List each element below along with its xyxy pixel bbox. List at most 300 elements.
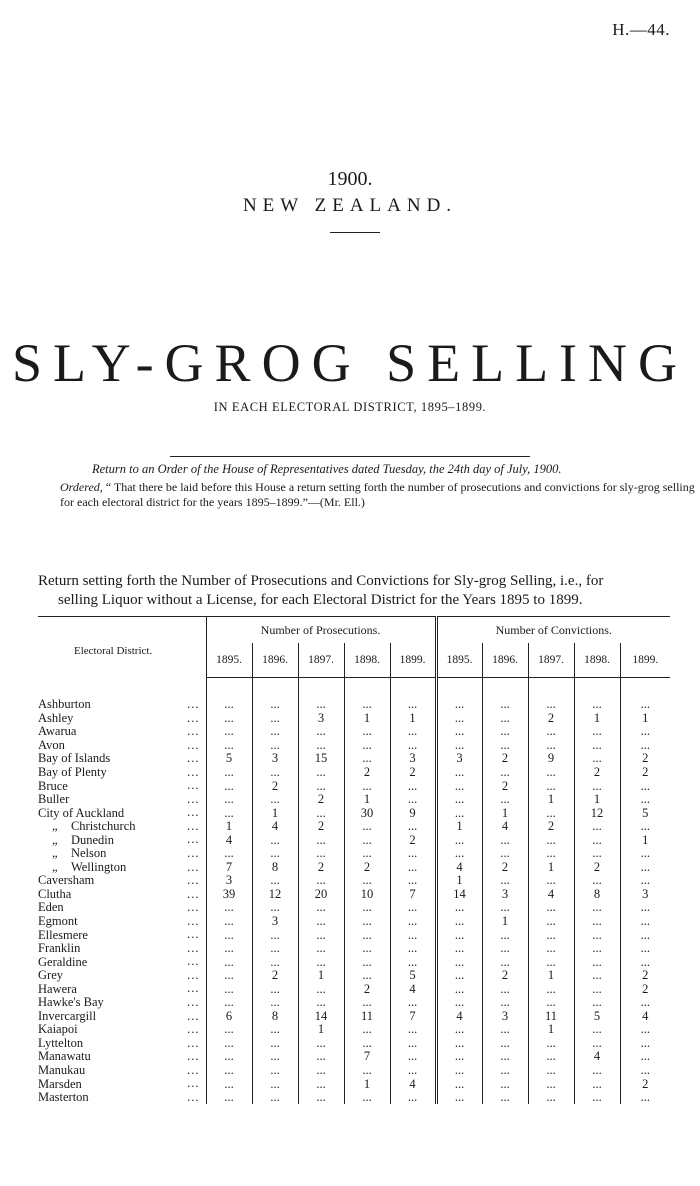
convictions-cell: ... (482, 766, 528, 780)
district-name: Avon (38, 738, 65, 752)
convictions-cell: ... (482, 712, 528, 726)
prosecutions-cell: 30 (344, 806, 390, 820)
prosecutions-cell: ... (390, 1050, 436, 1064)
convictions-cell: ... (574, 752, 620, 766)
convictions-cell: ... (640, 1063, 650, 1078)
table-row (38, 833, 670, 847)
district-name-cell (38, 1077, 206, 1091)
convictions-cell: ... (436, 806, 482, 820)
table-row (38, 982, 670, 996)
convictions-cell: ... (482, 739, 528, 753)
prosecutions-cell: ... (206, 1023, 252, 1037)
convictions-cell: 5 (642, 805, 649, 820)
convictions-cell: ... (528, 779, 574, 793)
convictions-cell: 4 (574, 1050, 620, 1064)
convictions-cell: 2 (482, 779, 528, 793)
convictions-cell: 1 (574, 712, 620, 726)
leader-dots: ... (187, 860, 200, 874)
prosecutions-cell: 2 (344, 766, 390, 780)
prosecutions-cell: ... (206, 1037, 252, 1051)
leader-dots: ... (187, 1063, 200, 1077)
convictions-cell: 2 (642, 1076, 649, 1091)
prosecutions-cell: ... (298, 698, 344, 712)
leader-dots: ... (187, 874, 200, 888)
prosecutions-cell: 1 (344, 712, 390, 726)
prosecutions-year-header: 1898. (344, 643, 390, 678)
convictions-cell: ... (574, 1023, 620, 1037)
convictions-cell: ... (528, 1050, 574, 1064)
district-name-cell (38, 833, 206, 847)
convictions-cell: ... (640, 900, 650, 915)
table-row (38, 996, 670, 1010)
convictions-cell: ... (528, 698, 574, 712)
table-row (38, 1077, 670, 1091)
convictions-year-header: 1897. (528, 643, 574, 678)
ditto-mark: „ (52, 819, 59, 834)
prosecutions-cell: 39 (206, 888, 252, 902)
convictions-cell: ... (640, 778, 650, 793)
return-intro-line-1: Return setting forth the Number of Prosecutions and Convictions for Sly-grog Selling, i.e., for (38, 573, 604, 589)
district-name-cell (38, 752, 206, 766)
prosecutions-cell: 2 (344, 861, 390, 875)
convictions-cell: ... (574, 820, 620, 834)
leader-dots: ... (187, 847, 200, 861)
convictions-cell: ... (640, 914, 650, 929)
convictions-cell: ... (436, 833, 482, 847)
leader-dots: ... (187, 1036, 200, 1050)
district-name-cell (38, 793, 206, 807)
prosecutions-cell: ... (344, 752, 390, 766)
prosecutions-cell: ... (344, 779, 390, 793)
district-name-cell (38, 712, 206, 726)
table-row (38, 1010, 670, 1024)
prosecutions-cell: ... (390, 1091, 436, 1105)
convictions-cell: ... (436, 725, 482, 739)
order-text-body: “ That there be laid before this House a return setting forth the number of prosecutions and convictions for sly-grog selling for each electoral district for the years 1895–1899.”—(Mr. Ell.) (60, 480, 695, 509)
prosecutions-cell: ... (252, 698, 298, 712)
prosecutions-cell: ... (206, 1091, 252, 1105)
convictions-cell: ... (574, 739, 620, 753)
table-row (38, 874, 670, 888)
prosecutions-cell: 1 (344, 793, 390, 807)
convictions-cell: ... (574, 1037, 620, 1051)
prosecutions-cell: ... (252, 982, 298, 996)
prosecutions-cell: 12 (252, 888, 298, 902)
district-name-cell (38, 1037, 206, 1051)
district-name: Invercargill (38, 1009, 97, 1023)
district-name-cell (38, 982, 206, 996)
convictions-cell: ... (574, 847, 620, 861)
district-name: Bay of Plenty (38, 765, 107, 779)
convictions-cell: ... (436, 969, 482, 983)
convictions-cell: ... (640, 873, 650, 888)
prosecutions-cell: ... (206, 725, 252, 739)
district-name: Nelson (70, 847, 107, 861)
prosecutions-cell: 2 (298, 793, 344, 807)
leader-dots: ... (187, 833, 200, 847)
convictions-cell: ... (528, 847, 574, 861)
prosecutions-cell: ... (344, 955, 390, 969)
convictions-cell: ... (528, 955, 574, 969)
convictions-cell: 12 (574, 806, 620, 820)
convictions-year-header: 1899. (620, 643, 670, 678)
prosecutions-cell: 8 (252, 1010, 298, 1024)
prosecutions-cell: ... (298, 779, 344, 793)
table-row (38, 1091, 670, 1105)
convictions-cell: ... (436, 915, 482, 929)
prosecutions-cell: ... (390, 928, 436, 942)
convictions-cell: ... (574, 725, 620, 739)
convictions-cell: ... (574, 996, 620, 1010)
district-name-cell (38, 1023, 206, 1037)
prosecutions-cell: ... (298, 942, 344, 956)
prosecutions-cell: ... (206, 969, 252, 983)
leader-dots: ... (187, 901, 200, 915)
prosecutions-cell: ... (390, 1064, 436, 1078)
prosecutions-cell: ... (206, 1050, 252, 1064)
prosecutions-cell: ... (206, 698, 252, 712)
convictions-cell: ... (482, 847, 528, 861)
table-row (38, 820, 670, 834)
convictions-cell: ... (436, 847, 482, 861)
convictions-cell: ... (574, 901, 620, 915)
convictions-cell: ... (528, 928, 574, 942)
convictions-cell: 8 (574, 888, 620, 902)
prosecutions-cell: ... (390, 915, 436, 929)
district-name: Clutha (38, 887, 72, 901)
convictions-cell: 1 (642, 710, 649, 725)
table-row (38, 1064, 670, 1078)
district-name: Awarua (38, 725, 77, 739)
prosecutions-cell: 2 (390, 766, 436, 780)
return-intro (38, 572, 668, 610)
convictions-cell: ... (436, 698, 482, 712)
prosecutions-cell: ... (252, 874, 298, 888)
convictions-cell: ... (528, 806, 574, 820)
convictions-cell: ... (640, 737, 650, 752)
convictions-cell: ... (640, 1090, 650, 1105)
convictions-cell: 1 (528, 861, 574, 875)
convictions-cell: ... (436, 1023, 482, 1037)
convictions-cell: ... (528, 874, 574, 888)
prosecutions-cell: ... (298, 955, 344, 969)
prosecutions-cell: ... (344, 996, 390, 1010)
prosecutions-cell: 1 (206, 820, 252, 834)
prosecutions-cell: ... (390, 901, 436, 915)
district-column-header: Electoral District. (38, 617, 206, 678)
prosecutions-cell: 7 (390, 1010, 436, 1024)
convictions-cell: 4 (436, 1010, 482, 1024)
prosecutions-cell: 3 (390, 752, 436, 766)
prosecutions-cell: ... (390, 779, 436, 793)
convictions-cell: ... (436, 1091, 482, 1105)
district-name-cell (38, 915, 206, 929)
prosecutions-cell: ... (252, 739, 298, 753)
prosecutions-cell: ... (252, 928, 298, 942)
leader-dots: ... (187, 1050, 200, 1064)
leader-dots: ... (187, 765, 200, 779)
prosecutions-year-header: 1895. (206, 643, 252, 678)
table-row (38, 725, 670, 739)
prosecutions-cell: ... (252, 901, 298, 915)
convictions-cell: ... (436, 1077, 482, 1091)
convictions-cell: ... (528, 1091, 574, 1105)
table-row (38, 955, 670, 969)
convictions-year-header: 1898. (574, 643, 620, 678)
leader-dots: ... (187, 1077, 200, 1091)
leader-dots: ... (187, 1023, 200, 1037)
leader-dots: ... (187, 928, 200, 942)
convictions-cell: ... (640, 846, 650, 861)
prosecutions-cell: ... (252, 725, 298, 739)
convictions-cell: ... (482, 1091, 528, 1105)
convictions-cell: ... (436, 996, 482, 1010)
district-name: Franklin (38, 941, 81, 956)
district-name: Grey (38, 968, 63, 983)
district-name: Lyttelton (38, 1036, 84, 1050)
leader-dots: ... (187, 698, 200, 711)
convictions-cell: ... (482, 833, 528, 847)
convictions-cell: ... (528, 996, 574, 1010)
district-name: Egmont (38, 914, 78, 929)
prosecutions-cell: ... (252, 1037, 298, 1051)
convictions-cell: ... (528, 915, 574, 929)
prosecutions-cell: 3 (298, 712, 344, 726)
district-name-cell (38, 779, 206, 793)
convictions-cell: ... (436, 739, 482, 753)
convictions-cell: ... (574, 928, 620, 942)
prosecutions-cell: ... (390, 942, 436, 956)
prosecutions-cell: ... (344, 1023, 390, 1037)
prosecutions-cell: 15 (298, 752, 344, 766)
district-name-cell (38, 861, 206, 875)
table-row (38, 793, 670, 807)
prosecutions-cell: ... (252, 766, 298, 780)
table-row (38, 766, 670, 780)
table-row (38, 942, 670, 956)
table-spacer (38, 678, 670, 699)
convictions-cell: ... (482, 1077, 528, 1091)
convictions-cell: ... (528, 766, 574, 780)
convictions-cell: ... (436, 928, 482, 942)
convictions-cell: ... (436, 712, 482, 726)
table-row (38, 1023, 670, 1037)
convictions-cell: ... (482, 1050, 528, 1064)
convictions-cell: 2 (482, 861, 528, 875)
convictions-cell: ... (436, 1064, 482, 1078)
district-name: Hawke's Bay (38, 996, 104, 1010)
prosecutions-cell: ... (206, 996, 252, 1010)
district-name-cell (38, 725, 206, 739)
district-name-cell (38, 1091, 206, 1105)
leader-dots: ... (187, 806, 200, 820)
order-return-line: Return to an Order of the House of Representatives dated Tuesday, the 24th day of July, 1900. (92, 462, 562, 476)
prosecutions-cell: ... (252, 712, 298, 726)
table-row (38, 901, 670, 915)
prosecutions-cell: ... (298, 806, 344, 820)
convictions-cell: 2 (528, 712, 574, 726)
convictions-cell: 3 (482, 888, 528, 902)
convictions-cell: ... (528, 982, 574, 996)
convictions-cell: 1 (436, 874, 482, 888)
convictions-year-header: 1896. (482, 643, 528, 678)
prosecutions-cell: ... (390, 955, 436, 969)
prosecutions-cell: ... (390, 698, 436, 712)
district-name-cell (38, 955, 206, 969)
table-row (38, 779, 670, 793)
prosecutions-cell: ... (390, 874, 436, 888)
prosecutions-cell: ... (390, 861, 436, 875)
ordered-word: Ordered, (60, 480, 103, 494)
table-body (38, 678, 670, 1105)
convictions-cell: 1 (528, 1023, 574, 1037)
convictions-header: Number of Convictions. (436, 617, 670, 644)
convictions-cell: ... (528, 901, 574, 915)
convictions-cell: ... (436, 766, 482, 780)
convictions-cell: ... (436, 1037, 482, 1051)
leader-dots: ... (187, 1090, 200, 1104)
prosecutions-cell: ... (206, 847, 252, 861)
convictions-cell: ... (436, 901, 482, 915)
district-name: Eden (38, 901, 64, 915)
table-row (38, 712, 670, 726)
convictions-cell: 2 (642, 968, 649, 983)
prosecutions-year-header: 1897. (298, 643, 344, 678)
convictions-cell: ... (528, 739, 574, 753)
prosecutions-cell: ... (390, 847, 436, 861)
prosecutions-cell: 6 (206, 1010, 252, 1024)
prosecutions-cell: ... (206, 712, 252, 726)
table-row (38, 698, 670, 712)
prosecutions-cell: 2 (298, 820, 344, 834)
prosecutions-cell: 7 (206, 861, 252, 875)
table-row (38, 928, 670, 942)
convictions-cell: ... (482, 874, 528, 888)
convictions-cell: 3 (482, 1010, 528, 1024)
district-name-cell (38, 901, 206, 915)
prosecutions-cell: 5 (390, 969, 436, 983)
prosecutions-cell: ... (206, 739, 252, 753)
prosecutions-cell: 2 (298, 861, 344, 875)
prosecutions-cell: ... (298, 1091, 344, 1105)
convictions-cell: ... (640, 954, 650, 969)
leader-dots: ... (187, 914, 200, 928)
prosecutions-cell: 1 (344, 1077, 390, 1091)
convictions-cell: ... (482, 698, 528, 712)
prosecutions-cell: ... (298, 1050, 344, 1064)
convictions-cell: ... (482, 928, 528, 942)
prosecutions-cell: ... (344, 942, 390, 956)
prosecutions-cell: ... (206, 928, 252, 942)
convictions-cell: 2 (482, 752, 528, 766)
prosecutions-cell: ... (206, 1064, 252, 1078)
prosecutions-cell: 20 (298, 888, 344, 902)
leader-dots: ... (187, 711, 200, 725)
convictions-cell: ... (482, 1037, 528, 1051)
leader-dots: ... (187, 792, 200, 806)
prosecutions-cell: ... (390, 820, 436, 834)
table-row (38, 1050, 670, 1064)
prosecutions-cell: ... (252, 1064, 298, 1078)
prosecutions-cell: ... (344, 1037, 390, 1051)
prosecutions-cell: ... (344, 820, 390, 834)
convictions-cell: 1 (436, 820, 482, 834)
convictions-cell: 3 (642, 886, 649, 901)
convictions-cell: ... (528, 725, 574, 739)
prosecutions-cell: ... (344, 725, 390, 739)
prosecutions-year-header: 1899. (390, 643, 436, 678)
convictions-cell: 2 (642, 981, 649, 996)
convictions-cell: 4 (642, 1008, 649, 1023)
convictions-cell: 2 (482, 969, 528, 983)
prosecutions-cell: ... (206, 901, 252, 915)
prosecutions-cell: 2 (252, 779, 298, 793)
prosecutions-cell: ... (206, 942, 252, 956)
prosecutions-cell: ... (344, 969, 390, 983)
convictions-cell: ... (574, 942, 620, 956)
prosecutions-cell: ... (390, 996, 436, 1010)
district-name-cell (38, 996, 206, 1010)
district-name-cell (38, 1050, 206, 1064)
convictions-cell: ... (482, 793, 528, 807)
prosecutions-cell: ... (298, 739, 344, 753)
prosecutions-cell: ... (252, 847, 298, 861)
convictions-cell: ... (640, 941, 650, 956)
convictions-cell: 1 (528, 969, 574, 983)
prosecutions-cell: 5 (206, 752, 252, 766)
convictions-cell: ... (528, 1064, 574, 1078)
prosecutions-cell: 4 (206, 833, 252, 847)
table-row (38, 752, 670, 766)
convictions-cell: ... (574, 955, 620, 969)
convictions-cell: ... (640, 819, 650, 834)
table-row (38, 888, 670, 902)
convictions-cell: ... (574, 982, 620, 996)
prosecutions-cell: ... (390, 739, 436, 753)
district-name-cell (38, 806, 206, 820)
convictions-cell: ... (640, 697, 650, 712)
district-name: Ashburton (38, 698, 91, 712)
prosecutions-cell: ... (390, 1023, 436, 1037)
prosecutions-cell: ... (252, 1050, 298, 1064)
prosecutions-cell: 14 (298, 1010, 344, 1024)
district-name: Caversham (38, 874, 95, 888)
return-intro-line-2: selling Liquor without a License, for each Electoral District for the Years 1895 to 1899. (58, 592, 583, 608)
prosecutions-cell: ... (344, 901, 390, 915)
district-name: Ashley (38, 711, 74, 725)
district-name-cell (38, 820, 206, 834)
prosecutions-cell: ... (344, 1064, 390, 1078)
prosecutions-cell: 8 (252, 861, 298, 875)
convictions-cell: 1 (482, 806, 528, 820)
prosecutions-cell: 4 (390, 982, 436, 996)
prosecutions-cell: 2 (344, 982, 390, 996)
convictions-cell: ... (482, 982, 528, 996)
convictions-year-header: 1895. (436, 643, 482, 678)
convictions-cell: 1 (528, 793, 574, 807)
ditto-mark: „ (52, 860, 59, 874)
prosecutions-header: Number of Prosecutions. (206, 617, 436, 644)
table-row (38, 847, 670, 861)
prosecutions-cell: 3 (206, 874, 252, 888)
convictions-cell: ... (482, 942, 528, 956)
convictions-cell: 2 (642, 751, 649, 766)
prosecutions-cell: ... (252, 955, 298, 969)
prosecutions-cell: ... (298, 766, 344, 780)
prosecutions-cell: ... (390, 793, 436, 807)
district-name-cell (38, 969, 206, 983)
convictions-cell: ... (640, 792, 650, 807)
